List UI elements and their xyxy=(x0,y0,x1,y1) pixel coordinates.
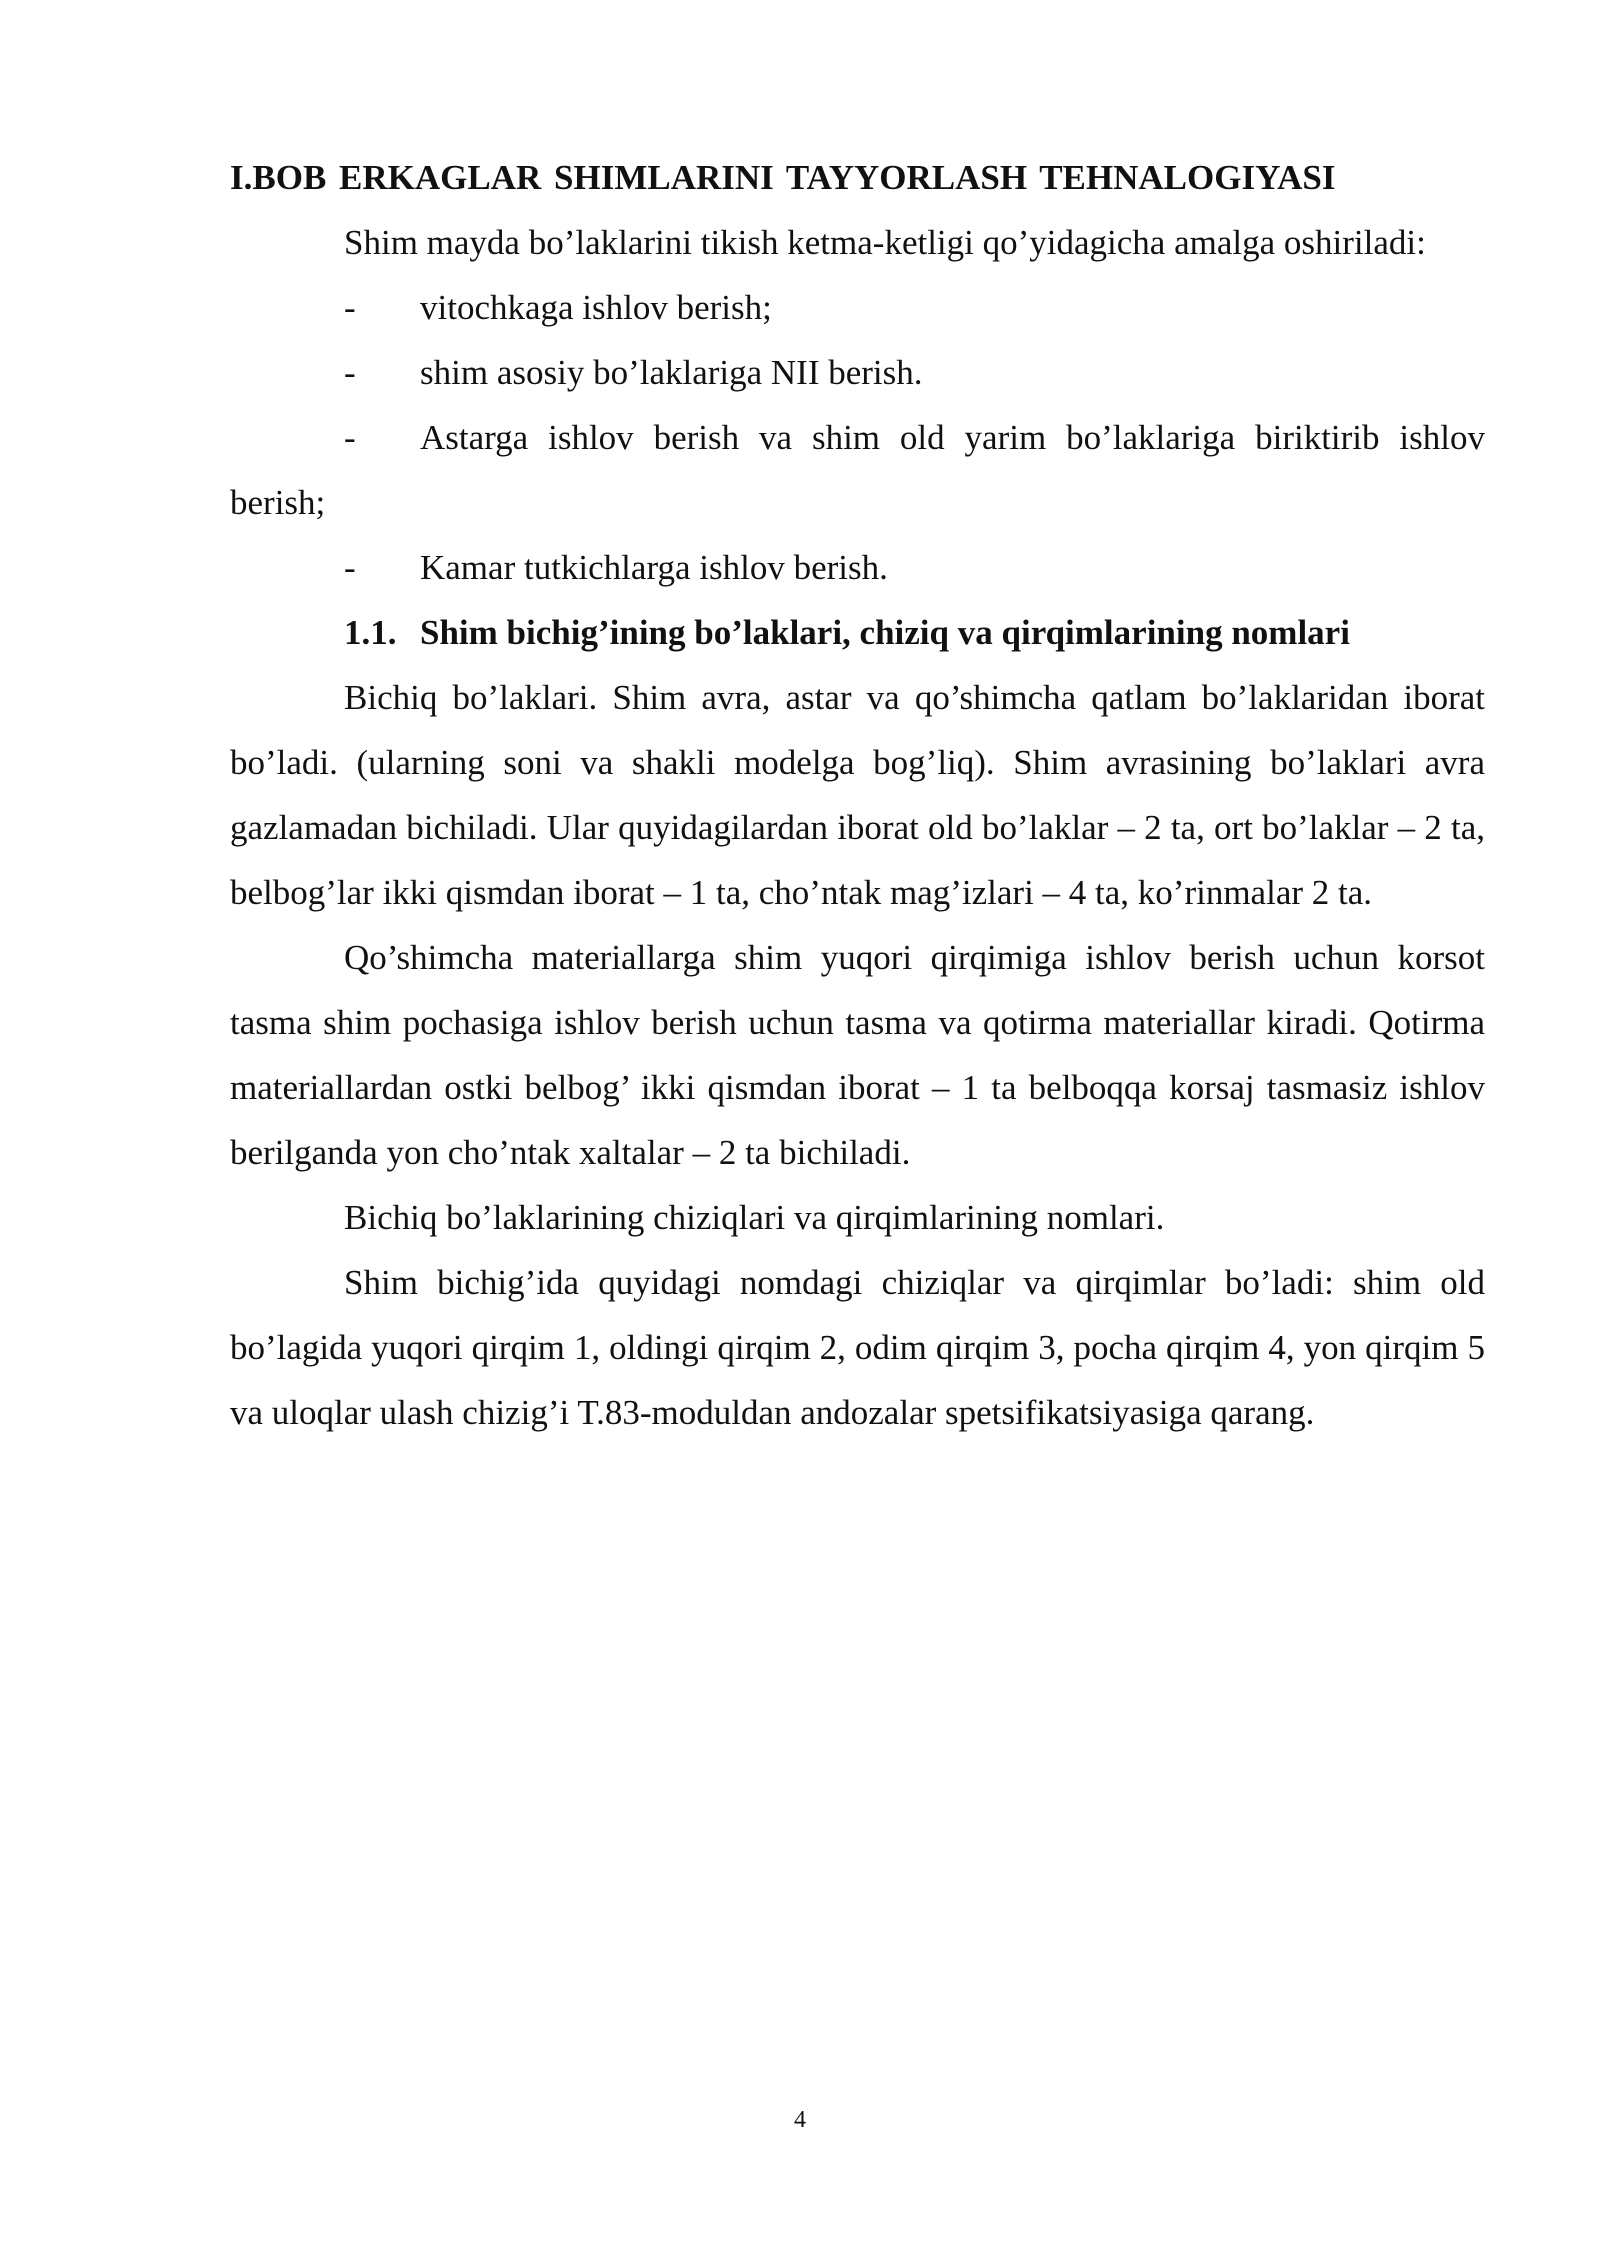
list-dash: - xyxy=(344,353,356,392)
section-number: 1.1. xyxy=(344,613,397,652)
list-dash: - xyxy=(344,548,356,587)
body-paragraph: Bichiq bo’laklarining chiziqlari va qirqimlarining nomlari. xyxy=(344,1198,1165,1237)
list-item-text: vitochkaga ishlov berish; xyxy=(420,288,772,327)
section-title: Shim bichig’ining bo’laklari, chiziq va qirqimlarining nomlari xyxy=(420,613,1350,652)
page-content xyxy=(230,145,1485,1445)
bullet-list xyxy=(230,275,1485,600)
intro-paragraph: Shim mayda bo’laklarini tikish ketma-ketligi qo’yidagicha amalga oshiriladi: xyxy=(344,223,1426,262)
body-paragraph: Bichiq bo’laklari. Shim avra, astar va qo’shimcha qatlam bo’laklaridan iborat bo’ladi. (ularning soni va shakli modelga bog’liq). Shim avrasining bo’laklari avra gazlamadan bichiladi. Ular quyidagilardan iborat old bo’laklar – 2 ta, ort bo’laklar – 2 ta, belbog’lar ikki qismdan iborat – 1 ta, cho’ntak mag’izlari – 4 ta, ko’rinmalar 2 ta. xyxy=(230,678,1485,912)
list-item-text: Astarga ishlov berish va shim old yarim bo’laklariga biriktirib ishlov berish; xyxy=(230,418,1485,522)
list-item-text: Kamar tutkichlarga ishlov berish. xyxy=(420,548,888,587)
list-item xyxy=(230,535,1485,600)
list-item xyxy=(230,340,1485,405)
section-heading xyxy=(230,600,1485,665)
page-number: 4 xyxy=(794,2107,806,2133)
list-dash: - xyxy=(344,418,356,457)
list-item-text: shim asosiy bo’laklariga NII berish. xyxy=(420,353,923,392)
list-item xyxy=(230,405,1485,535)
body-paragraph: Qo’shimcha materiallarga shim yuqori qirqimiga ishlov berish uchun korsot tasma shim pochasiga ishlov berish uchun tasma va qotirma materiallar kiradi. Qotirma materiallardan ostki belbog’ ikki qismdan iborat – 1 ta belboqqa korsaj tasmasiz ishlov berilganda yon cho’ntak xaltalar – 2 ta bichiladi. xyxy=(230,938,1485,1172)
list-item xyxy=(230,275,1485,340)
list-dash: - xyxy=(344,288,356,327)
chapter-title: I.BOB ERKAGLAR SHIMLARINI TAYYORLASH TEHNALOGIYASI xyxy=(230,158,1336,197)
body-paragraph: Shim bichig’ida quyidagi nomdagi chiziqlar va qirqimlar bo’ladi: shim old bo’lagida yuqori qirqim 1, oldingi qirqim 2, odim qirqim 3, pocha qirqim 4, yon qirqim 5 va uloqlar ulash chizig’i T.83-moduldan andozalar spetsifikatsiyasiga qarang. xyxy=(230,1263,1485,1432)
